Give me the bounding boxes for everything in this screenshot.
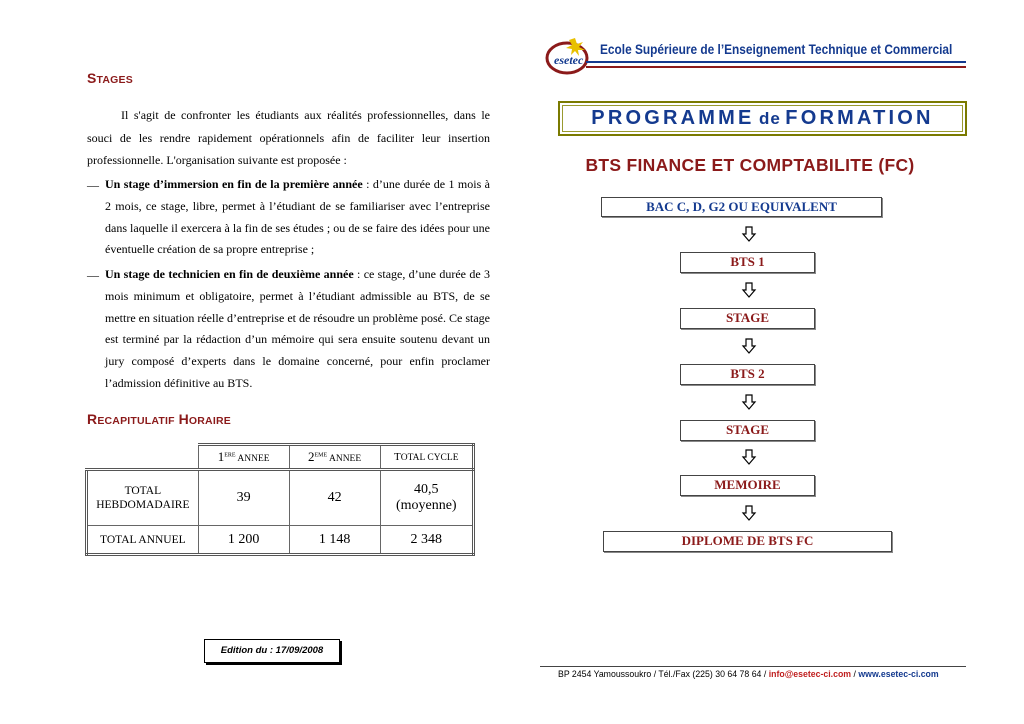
svg-text:esetec: esetec xyxy=(554,53,584,67)
bullet-dash-1: — xyxy=(87,178,99,192)
down-arrow-icon xyxy=(741,282,757,298)
down-arrow-icon xyxy=(741,226,757,242)
stages-title: STAGES xyxy=(87,70,133,86)
bullet-2-text: : ce stage, d’une durée de 3 mois minimum et obligatoire, permet à l’étudiant admissible au BTS, de se mettre en situation réelle d’entreprise et de résoudre un problème posé. Ce stage est terminé par la rédaction d’un mémoire qui sera ensuite soutenu devant un jury composé d’experts dans le domaine concerné, pour enfin proclamer l’admission définitive au BTS. xyxy=(105,267,490,390)
down-arrow-icon xyxy=(741,394,757,410)
bullet-1-text: : d’une durée de 1 mois à 2 mois, ce stage, libre, permet à l’étudiant de se familiariser avec l’entreprise dans laquelle il exercera à la fin de ses études ; ou de se faire des idées pour une éventuelle création de sa propre entreprise ; xyxy=(105,177,491,257)
bullet-stage-immersion xyxy=(105,174,490,261)
header-total-cycle: TOTAL CYCLE xyxy=(380,445,473,470)
cell-hebdo-year2: 42 xyxy=(289,470,380,526)
hours-table xyxy=(85,443,475,556)
edition-date-box: Edition du : 17/09/2008 xyxy=(204,639,340,663)
footer-website-link[interactable]: www.esetec-ci.com xyxy=(858,669,939,680)
school-name: Ecole Supérieure de l’Enseignement Technique et Commercial xyxy=(600,42,953,57)
row-label-annuel: TOTAL ANNUEL xyxy=(87,526,199,555)
bullet-1-bold: Un stage d’immersion en fin de la première année xyxy=(105,177,363,191)
flow-box-bts2: BTS 2 xyxy=(680,364,815,385)
cell-hebdo-total: 40,5 (moyenne) xyxy=(380,470,473,526)
table-row xyxy=(87,526,474,555)
header-first-year: 1ERE ANNEE xyxy=(198,445,289,470)
header-rule-blue xyxy=(586,61,966,63)
bullet-dash-2: — xyxy=(87,268,99,282)
programme-banner: PROGRAMME de FORMATION xyxy=(558,101,967,136)
row-label-hebdo: TOTAL HEBDOMADAIRE xyxy=(87,470,199,526)
recap-title: RECAPITULATIF HORAIRE xyxy=(87,411,231,427)
flow-box-stage-2: STAGE xyxy=(680,420,815,441)
flow-box-memoire: MEMOIRE xyxy=(680,475,815,496)
flow-box-bac: BAC C, D, G2 OU EQUIVALENT xyxy=(601,197,882,217)
esetec-logo xyxy=(545,34,593,78)
footer-rule xyxy=(540,666,966,667)
cell-hebdo-year1: 39 xyxy=(198,470,289,526)
footer-contact: BP 2454 Yamoussoukro / Tél./Fax (225) 30 64 78 64 / info@esetec-ci.com / www.esetec-ci.com xyxy=(558,669,939,680)
bullet-stage-technicien xyxy=(105,264,490,395)
footer-email-link[interactable]: info@esetec-ci.com xyxy=(768,669,852,680)
down-arrow-icon xyxy=(741,505,757,521)
bts-title: BTS FINANCE ET COMPTABILITE (FC) xyxy=(585,155,915,175)
cell-annuel-total: 2 348 xyxy=(380,526,473,555)
table-row xyxy=(87,470,474,526)
cell-annuel-year1: 1 200 xyxy=(198,526,289,555)
flow-box-diplome: DIPLOME DE BTS FC xyxy=(603,531,892,552)
down-arrow-icon xyxy=(741,338,757,354)
flow-box-stage-1: STAGE xyxy=(680,308,815,329)
down-arrow-icon xyxy=(741,449,757,465)
cell-annuel-year2: 1 148 xyxy=(289,526,380,555)
header-rule-red xyxy=(586,66,966,68)
stages-intro: Il s'agit de confronter les étudiants aux réalités professionnelles, dans le souci de les rendre rapidement opérationnels afin de faciliter leur insertion professionnelle. L'organisation suivante est proposée : xyxy=(87,108,490,167)
flow-box-bts1: BTS 1 xyxy=(680,252,815,273)
header-second-year: 2EME ANNEE xyxy=(289,445,380,470)
table-header-row xyxy=(87,445,474,470)
bullet-2-bold: Un stage de technicien en fin de deuxième année xyxy=(105,267,354,281)
